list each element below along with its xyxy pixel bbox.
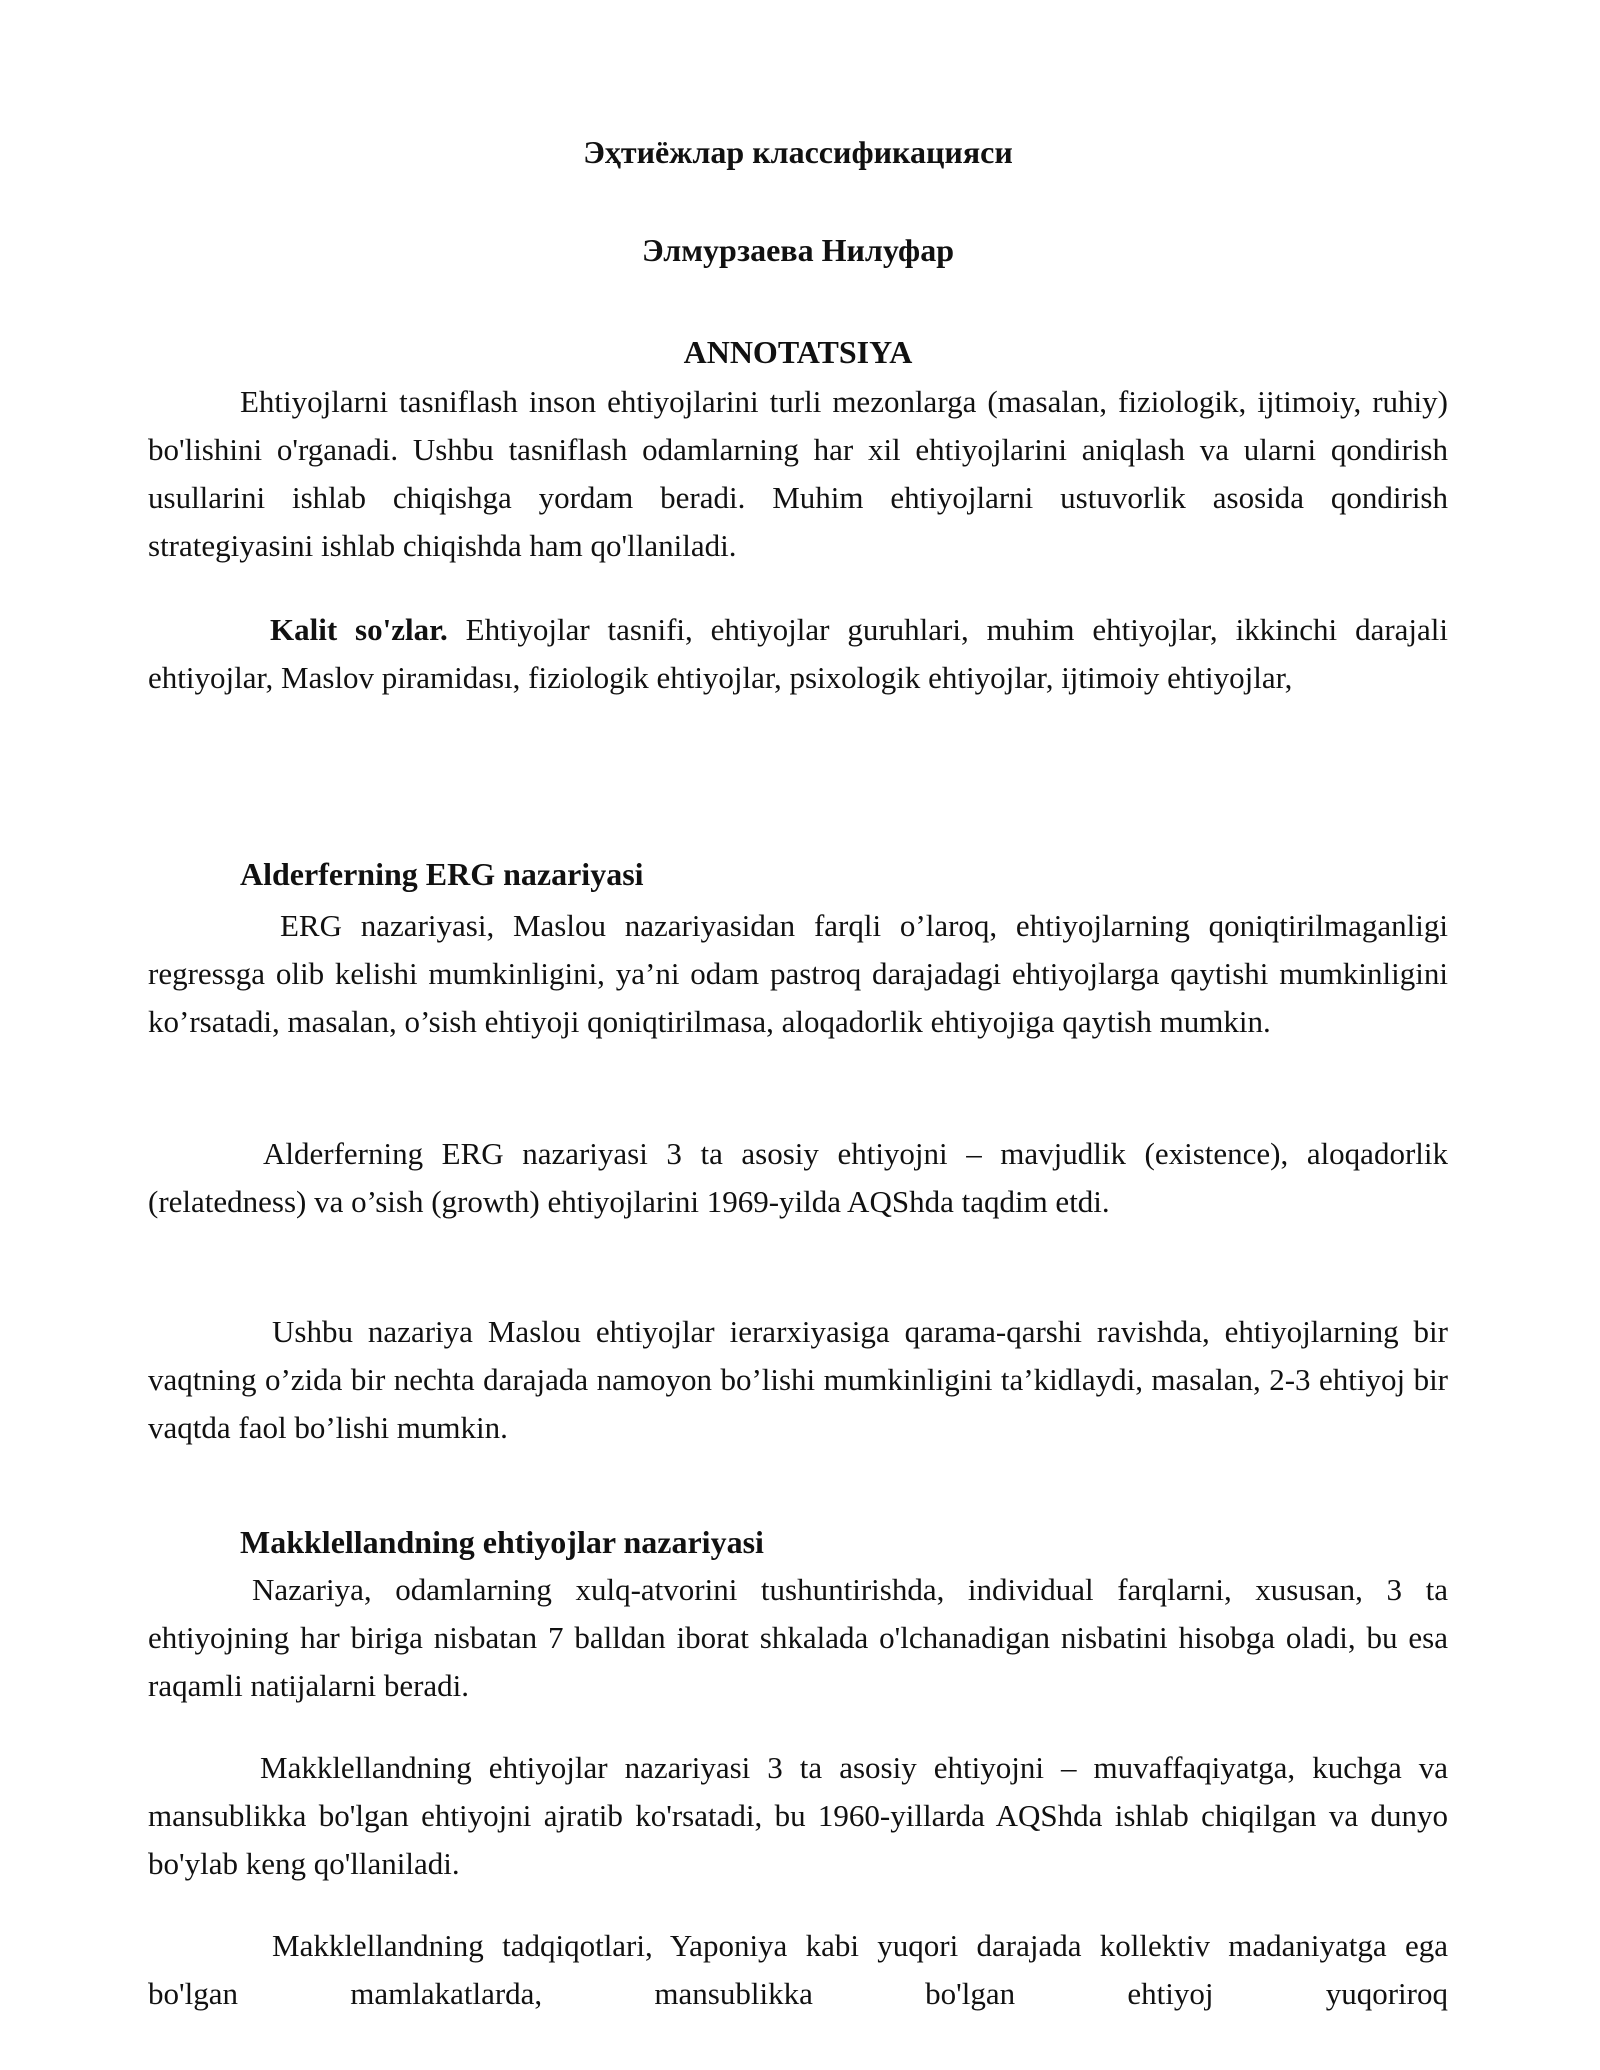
mcclelland-paragraph-3: Makklellandning tadqiqotlari, Yaponiya kabi yuqori darajada kollektiv madaniyatga ega bo'lgan mamlakatlarda, mansublikka bo'lgan ehtiyoj yuqoriroq [148,1928,1448,2011]
keywords-text: Ehtiyojlar tasnifi, ehtiyojlar guruhlari, muhim ehtiyojlar, ikkinchi darajali ehtiyojlar, Maslov piramidası, fiziologik ehtiyojlar, psixologik ehtiyojlar, ijtimoiy ehtiyojlar, [148,612,1449,695]
keywords-paragraph [148,606,1448,702]
erg-paragraph-3: Ushbu nazariya Maslou ehtiyojlar ierarxiyasiga qarama-qarshi ravishda, ehtiyojlarning bir vaqtning o’zida bir nechta darajada namoyon bo’lishi mumkinligini ta’kidlaydi, masalan, 2-3 ehtiyoj bir vaqtda faol bo’lishi mumkin. [148,1314,1448,1445]
section-heading-mcclelland: Makklellandning ehtiyojlar nazariyasi [240,1524,764,1560]
abstract-heading: ANNOTATSIYA [683,334,913,370]
mcclelland-paragraph-1: Nazariya, odamlarning xulq-atvorini tushuntirishda, individual farqlarni, xususan, 3 ta ehtiyojning har biriga nisbatan 7 balldan iborat shkalada o'lchanadigan nisbatini hisobga oladi, bu esa raqamli natijalarni beradi. [148,1572,1448,1703]
section-heading-erg: Alderferning ERG nazariyasi [240,856,644,892]
mcclelland-paragraph-2: Makklellandning ehtiyojlar nazariyasi 3 ta asosiy ehtiyojni – muvaffaqiyatga, kuchga va mansublikka bo'lgan ehtiyojni ajratib ko'rsatadi, bu 1960-yillarda AQShda ishlab chiqilgan va dunyo bo'ylab keng qo'llaniladi. [148,1750,1448,1881]
document-title: Эҳтиёжлар классификацияси [583,134,1013,170]
keywords-label: Kalit so'zlar. [270,612,448,647]
author-name: Элмурзаева Нилуфар [642,232,954,268]
erg-paragraph-1: ERG nazariyasi, Maslou nazariyasidan farqli o’laroq, ehtiyojlarning qoniqtirilmaganligi regressga olib kelishi mumkinligini, ya’ni odam pastroq darajadagi ehtiyojlarga qaytishi mumkinligini ko’rsatadi, masalan, o’sish ehtiyoji qoniqtirilmasa, aloqadorlik ehtiyojiga qaytish mumkin. [148,908,1448,1039]
abstract-paragraph: Ehtiyojlarni tasniflash inson ehtiyojlarini turli mezonlarga (masalan, fiziologik, ijtimoiy, ruhiy) bo'lishini o'rganadi. Ushbu tasniflash odamlarning har xil ehtiyojlarini aniqlash va ularni qondirish usullarini ishlab chiqishga yordam beradi. Muhim ehtiyojlarni ustuvorlik asosida qondirish strategiyasini ishlab chiqishda ham qo'llaniladi. [148,384,1448,563]
erg-paragraph-2: Alderferning ERG nazariyasi 3 ta asosiy ehtiyojni – mavjudlik (existence), aloqadorlik (relatedness) va o’sish (growth) ehtiyojlarini 1969-yilda AQShda taqdim etdi. [148,1136,1448,1219]
